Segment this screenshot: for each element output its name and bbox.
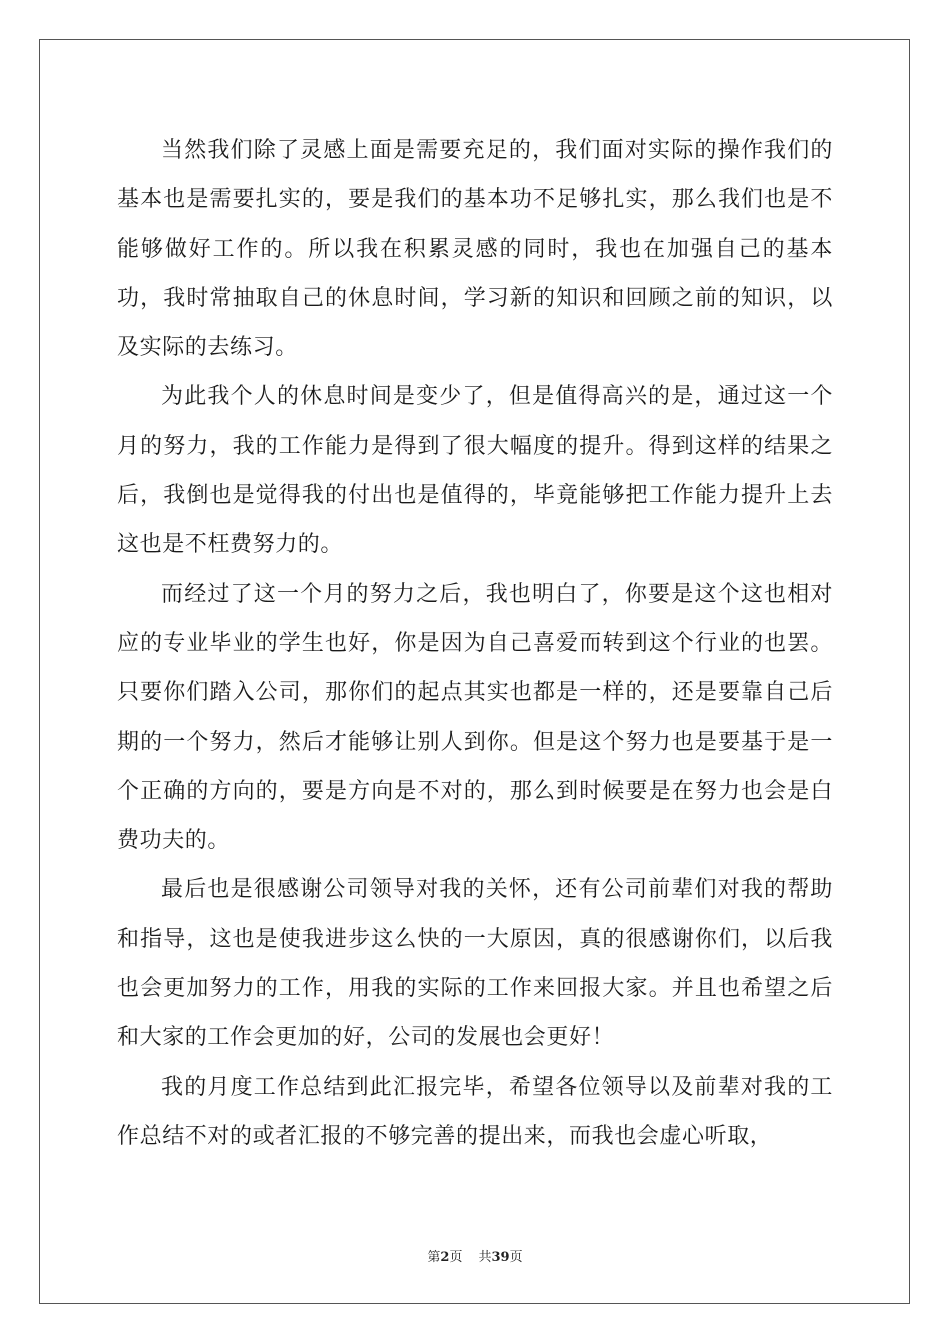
page-number: 2 — [440, 1250, 450, 1265]
paragraph-4: 最后也是很感谢公司领导对我的关怀，还有公司前辈们对我的帮助和指导，这也是使我进步这么快的一大原因，真的很感谢你们，以后我也会更加努力的工作，用我的实际的工作来回报大家。并且也希望之后和大家的工作会更加的好，公司的发展也会更好！ — [117, 877, 833, 1051]
document-body — [117, 126, 833, 1161]
paragraph-1: 当然我们除了灵感上面是需要充足的，我们面对实际的操作我们的基本也是需要扎实的，要是我们的基本功不足够扎实，那么我们也是不能够做好工作的。所以我在积累灵感的同时，我也在加强自己的基本功，我时常抽取自己的休息时间，学习新的知识和回顾之前的知识，以及实际的去练习。 — [117, 138, 833, 361]
total-prefix: 共 — [478, 1250, 492, 1265]
total-pages: 39 — [491, 1250, 510, 1265]
paragraph-2: 为此我个人的休息时间是变少了，但是值得高兴的是，通过这一个月的努力，我的工作能力是得到了很大幅度的提升。得到这样的结果之后，我倒也是觉得我的付出也是值得的，毕竟能够把工作能力提升上去这也是不枉费努力的。 — [117, 384, 833, 558]
page-suffix: 页 — [449, 1250, 463, 1265]
paragraph-5: 我的月度工作总结到此汇报完毕，希望各位领导以及前辈对我的工作总结不对的或者汇报的不够完善的提出来，而我也会虚心听取， — [117, 1074, 833, 1149]
paragraph-3: 而经过了这一个月的努力之后，我也明白了，你要是这个这也相对应的专业毕业的学生也好，你是因为自己喜爱而转到这个行业的也罢。只要你们踏入公司，那你们的起点其实也都是一样的，还是要靠自己后期的一个努力，然后才能够让别人到你。但是这个努力也是要基于是一个正确的方向的，要是方向是不对的，那么到时候要是在努力也会是白费功夫的。 — [117, 581, 833, 854]
page-footer — [0, 1246, 950, 1265]
total-suffix: 页 — [509, 1250, 523, 1265]
page-prefix: 第 — [427, 1250, 441, 1265]
